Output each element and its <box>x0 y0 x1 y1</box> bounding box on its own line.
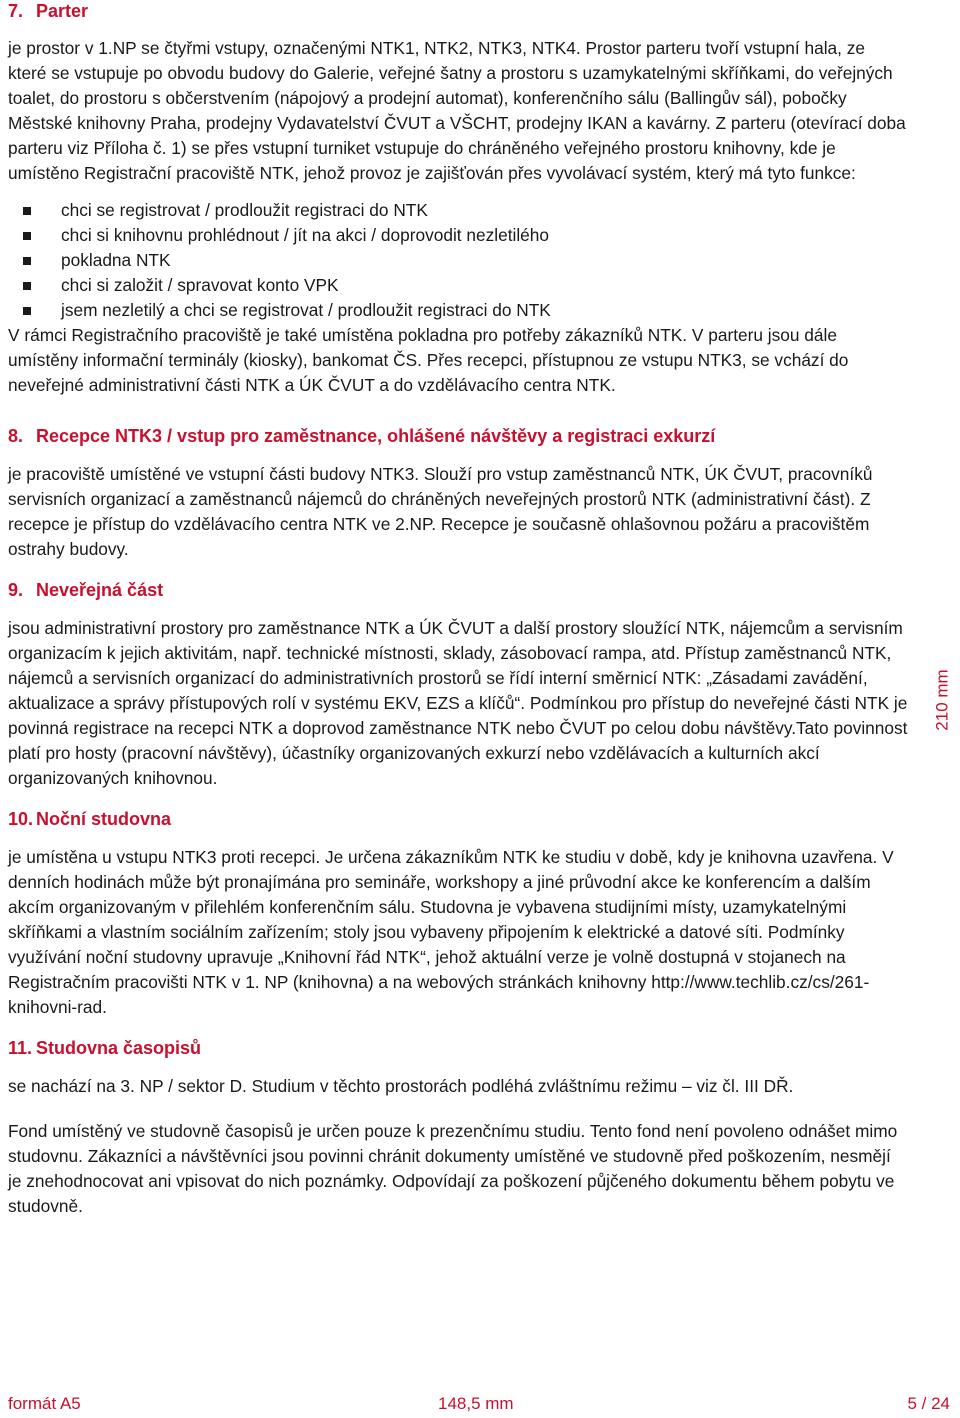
square-bullet-icon <box>23 257 31 265</box>
section-11-paragraph-2: Fond umístěný ve studovně časopisů je určen pouze k prezenčnímu studiu. Tento fond není povoleno odnášet mimo studovnu. Zákazníci a návštěvníci jsou povinni chránit dokumenty umístěné ve studovně před poškozením, nesmějí je znehodnocovat ani vpisovat do nich poznámky. Odpovídají za poškození půjčeného dokumentu během pobytu ve studovně. <box>8 1121 898 1216</box>
section-number: 9. <box>8 580 24 600</box>
square-bullet-icon <box>23 307 31 315</box>
page-height-label: 210 mm <box>933 669 953 731</box>
square-bullet-icon <box>23 282 31 290</box>
function-list <box>8 198 908 323</box>
page-footer <box>8 1393 952 1415</box>
section-7-heading <box>8 0 908 22</box>
page-number: 5 / 24 <box>907 1394 950 1413</box>
list-item: chci si založit / spravovat konto VPK <box>8 273 908 298</box>
section-number: 11. <box>8 1038 33 1058</box>
footer-width: 148,5 mm <box>438 1394 514 1413</box>
section-number: 10. <box>8 809 34 829</box>
section-title: Recepce NTK3 / vstup pro zaměstnance, ohlášené návštěvy a registraci exkurzí <box>36 426 716 446</box>
list-item: jsem nezletilý a chci se registrovat / prodloužit registraci do NTK <box>8 298 908 323</box>
section-title: Studovna časopisů <box>36 1038 202 1058</box>
section-title: Parter <box>36 1 89 21</box>
section-11-paragraph-1: se nachází na 3. NP / sektor D. Studium v těchto prostorách podléhá zvláštnímu režimu – viz čl. III DŘ. <box>8 1076 794 1096</box>
section-8-heading <box>8 425 908 447</box>
square-bullet-icon <box>23 232 31 240</box>
document-page <box>8 0 908 1219</box>
section-7-paragraph-1: je prostor v 1.NP se čtyřmi vstupy, označenými NTK1, NTK2, NTK3, NTK4. Prostor parteru tvoří vstupní hala, ze které se vstupuje po obvodu budovy do Galerie, veřejné šatny a prostoru s uzamykatelnými skříňkami, do veřejných toalet, do prostoru s občerstvením (nápojový a prodejní automat), konferenčního sálu (Ballingův sál), pobočky Městské knihovny Praha, prodejny Vydavatelství ČVUT a VŠCHT, prodejny IKAN a kavárny. Z parteru (otevírací doba parteru viz Příloha č. 1) se přes vstupní turniket vstupuje do chráněného veřejného prostoru knihovny, kde je umístěno Registrační pracoviště NTK, jehož provoz je zajišťován přes vyvolávací systém, který má tyto funkce: <box>8 38 906 183</box>
section-title: Neveřejná část <box>36 580 164 600</box>
section-8-paragraph-1: je pracoviště umístěné ve vstupní části budovy NTK3. Slouží pro vstup zaměstnanců NTK, ÚK ČVUT, pracovníků servisních organizací a zaměstnanců nájemců do chráněných neveřejných prostorů NTK (administrativní část). Z recepce je přístup do vzdělávacího centra NTK ve 2.NP. Recepce je současně ohlašovnou požáru a pracovištěm ostrahy budovy. <box>8 464 873 559</box>
section-11-heading <box>8 1037 908 1059</box>
list-item: chci se registrovat / prodloužit registraci do NTK <box>8 198 908 223</box>
section-9-paragraph-1: jsou administrativní prostory pro zaměstnance NTK a ÚK ČVUT a další prostory sloužící NTK, nájemcům a servisním organizacím k jejich aktivitám, např. technické místnosti, sklady, zásobovací rampa, atd. Přístup zaměstnanců NTK, nájemců a servisních organizací do administrativních prostorů se řídí interní směrnicí NTK: „Zásadami zavádění, aktualizace a správy přístupových rolí v systému EKV, EZS a klíčů“. Podmínkou pro přístup do neveřejné části NTK je povinná registrace na recepci NTK a doprovod zaměstnance NTK nebo ČVUT po celou dobu návštěvy.Tato povinnost platí pro hosty (pracovní návštěvy), účastníky organizovaných exkurzí nebo vzdělávacích a kulturních akcí organizovaných knihovnou. <box>8 618 908 788</box>
square-bullet-icon <box>23 207 31 215</box>
section-10-paragraph-1: je umístěna u vstupu NTK3 proti recepci. Je určena zákazníkům NTK ke studiu v době, kdy je knihovna uzavřena. V denních hodinách může být pronajímána pro semináře, workshopy a jiné průvodní akce ke konferencím a dalším akcím organizovaným v přilehlém konferenčním sálu. Studovna je vybavena studijními místy, uzamykatelnými skříňkami a vlastním sociálním zařízením; stoly jsou vybaveny připojením k elektrické a datové síti. Podmínky využívání noční studovny upravuje „Knihovní řád NTK“, jehož aktuální verze je volně dostupná v stojanech na Registračním pracovišti NTK v 1. NP (knihovna) a na webových stránkách knihovny http://www.techlib.cz/cs/261-knihovni-rad. <box>8 847 894 1017</box>
section-7-paragraph-2: V rámci Registračního pracoviště je také umístěna pokladna pro potřeby zákazníků NTK. V parteru jsou dále umístěny informační terminály (kiosky), bankomat ČS. Přes recepci, přístupnou ze vstupu NTK3, se vchází do neveřejné administrativní části NTK a ÚK ČVUT a do vzdělávacího centra NTK. <box>8 325 849 395</box>
section-number: 8. <box>8 426 24 446</box>
footer-format: formát A5 <box>8 1394 81 1413</box>
section-title: Noční studovna <box>36 809 172 829</box>
list-item: chci si knihovnu prohlédnout / jít na akci / doprovodit nezletilého <box>8 223 908 248</box>
list-item: pokladna NTK <box>8 248 908 273</box>
section-9-heading <box>8 579 908 601</box>
section-10-heading <box>8 808 908 830</box>
section-number: 7. <box>8 1 24 21</box>
